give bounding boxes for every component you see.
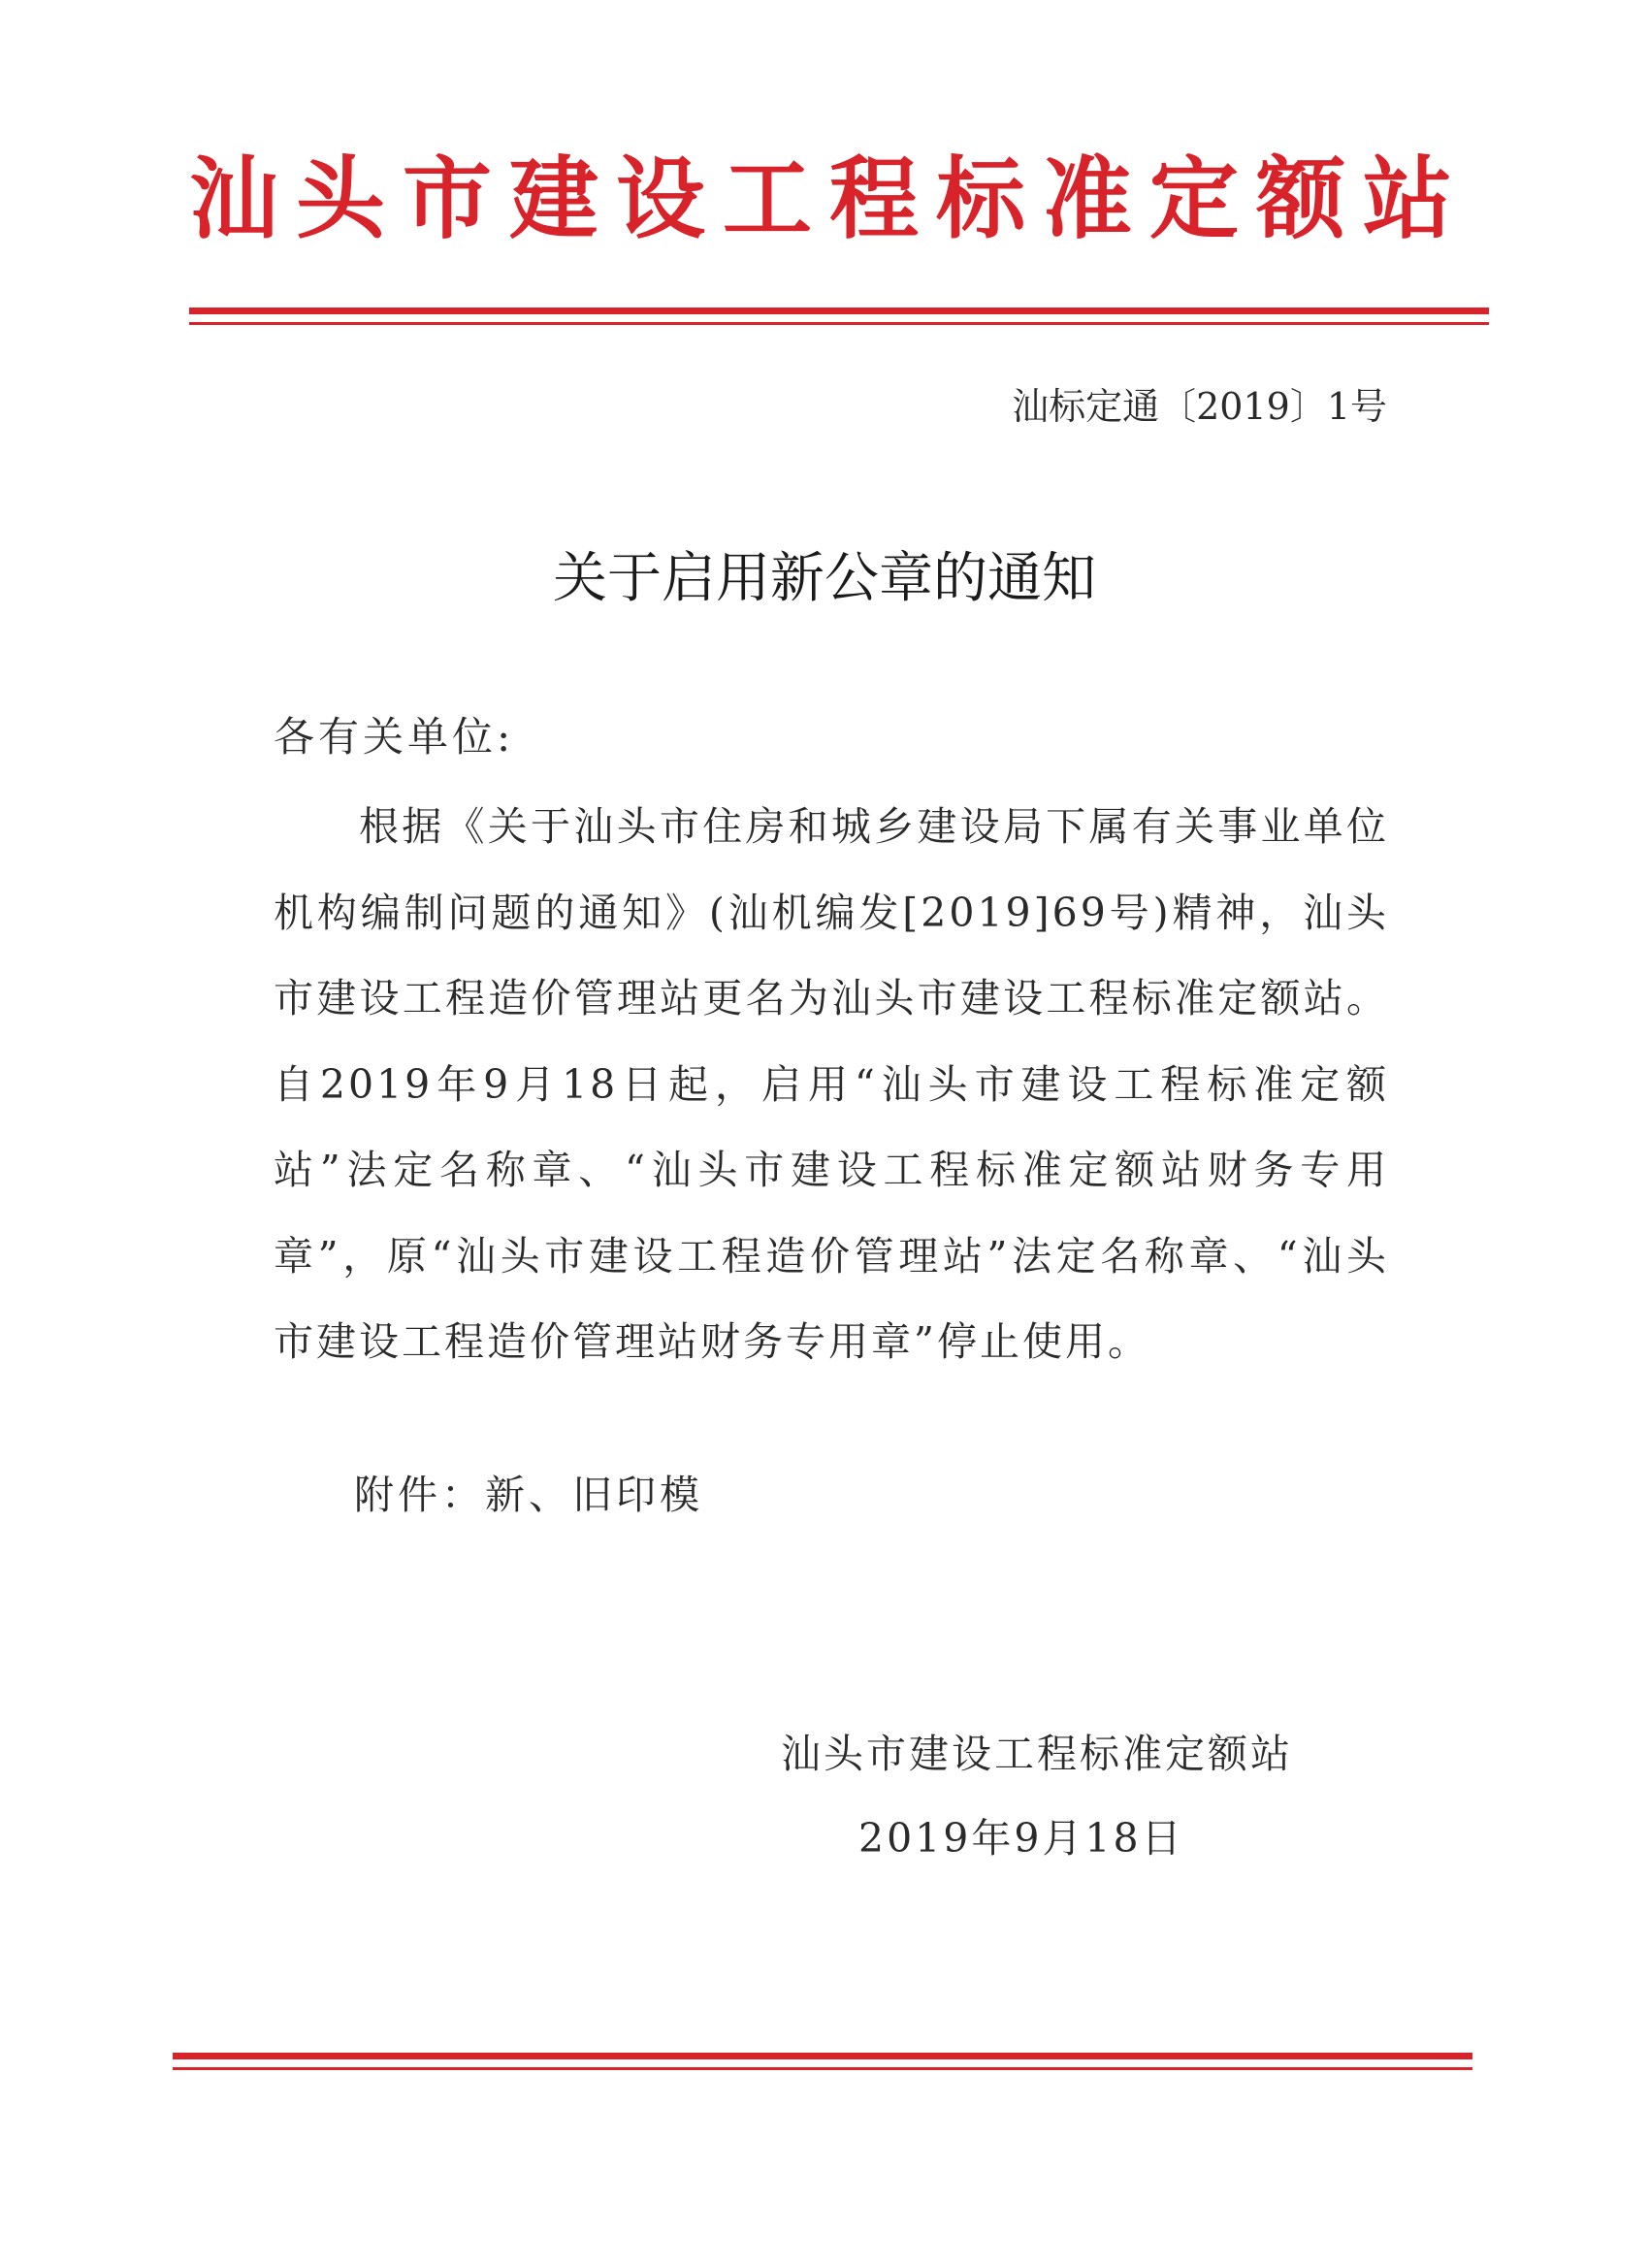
signature-date: 2019年9月18日 [858,1815,1184,1862]
salutation: 各有关单位: [274,713,515,761]
body-paragraph: 根据《关于汕头市住房和城乡建设局下属有关事业单位机构编制问题的通知》(汕机编发[2019]69号)精神，汕头市建设工程造价管理站更名为汕头市建设工程标准定额站。自2019年9月18日起，启用“汕头市建设工程标准定额站”法定名称章、“汕头市建设工程标准定额站财务专用章”，原“汕头市建设工程造价管理站”法定名称章、“汕头市建设工程造价管理站财务专用章”停止使用。 [274,803,1389,1365]
footer-rule-thin [173,2067,1472,2070]
letterhead-rule-thick [189,308,1489,314]
document-title: 关于启用新公章的通知 [553,547,1096,610]
signature-organization: 汕头市建设工程标准定额站 [781,1731,1293,1777]
letterhead-title: 汕头市建设工程标准定额站 [189,146,1471,251]
footer-rule-thick [173,2053,1472,2059]
attachment-line: 附件：新、旧印模 [354,1472,703,1518]
letterhead-rule-thin [189,322,1489,325]
document-number: 汕标定通〔2019〕1号 [1012,385,1387,428]
